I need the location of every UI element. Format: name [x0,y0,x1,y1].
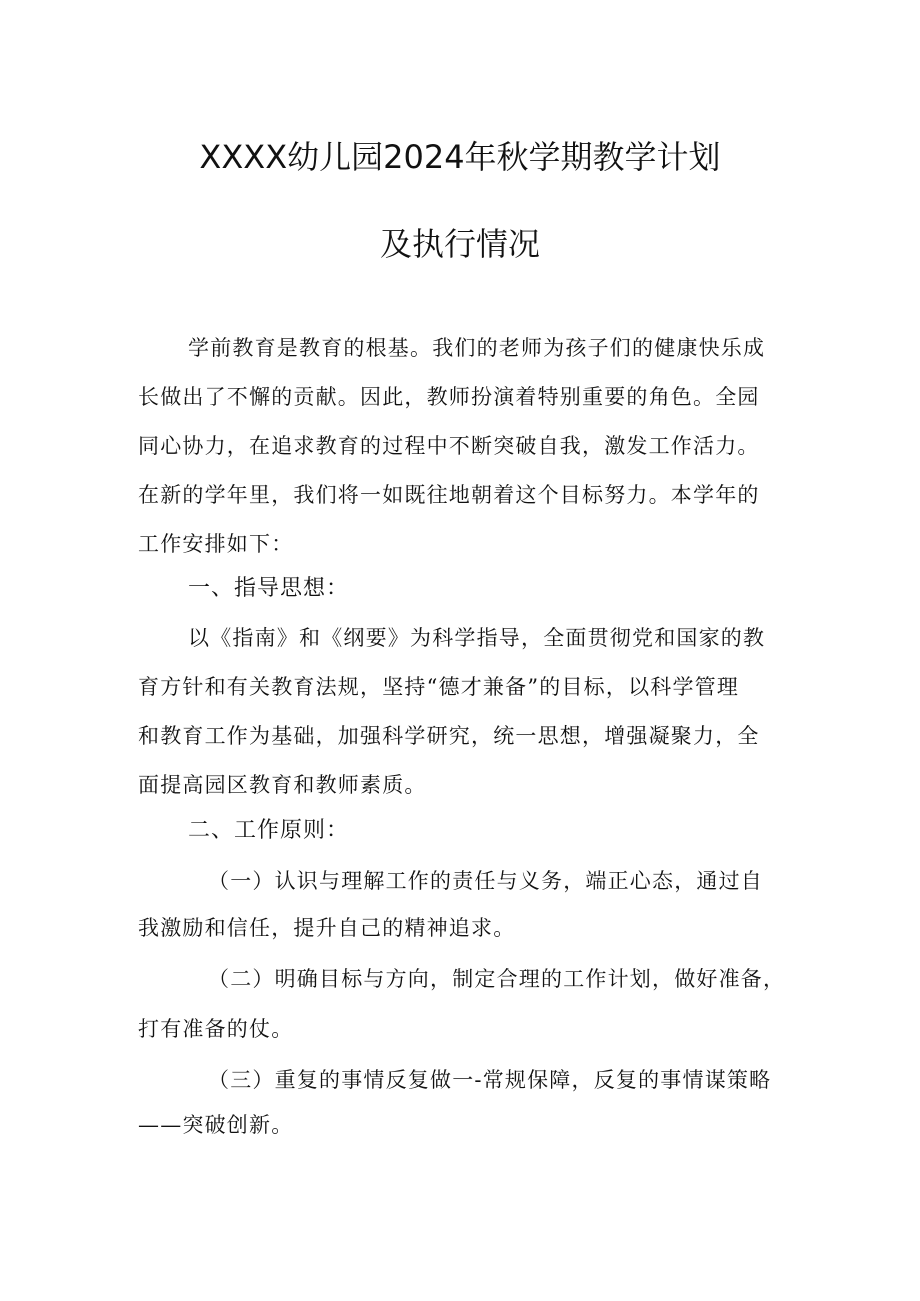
principle-item-line: 打有准备的仗。 [138,1017,294,1041]
section1-line: 育方针和有关教育法规，坚持“德才兼备”的目标，以科学管理 [138,675,740,699]
section1-line: 面提高园区教育和教师素质。 [138,773,427,797]
section-heading-work-principles: 二、工作原则： [188,818,350,843]
intro-line: 学前教育是教育的根基。我们的老师为孩子们的健康快乐成 [188,336,766,360]
principle-item-line: （一）认识与理解工作的责任与义务，端正心态，通过自 [208,869,763,893]
section1-line: 以《指南》和《纲要》为科学指导，全面贯彻党和国家的教 [188,626,766,650]
intro-line: 同心协力，在追求教育的过程中不断突破自我，激发工作活力。 [138,434,760,458]
intro-line: 长做出了不懈的贡献。因此，教师扮演着特别重要的角色。全园 [138,385,760,409]
principle-item-line: 我激励和信任，提升自己的精神追求。 [138,916,516,940]
document-title-line-1: XXXX幼儿园2024年秋学期教学计划 [199,138,721,176]
principle-item-line: （三）重复的事情反复做一-常规保障，反复的事情谋策略 [208,1068,772,1092]
document-title-line-2: 及执行情况 [379,225,540,263]
principle-item-line: ——突破创新。 [138,1113,294,1137]
principle-item-line: （二）明确目标与方向，制定合理的工作计划，做好准备， [208,967,786,991]
intro-line: 工作安排如下： [138,532,294,556]
intro-line: 在新的学年里，我们将一如既往地朝着这个目标努力。本学年的 [138,483,760,507]
section1-line: 和教育工作为基础，加强科学研究，统一思想，增强凝聚力，全 [138,724,760,748]
section-heading-guiding-ideology: 一、指导思想： [188,576,350,601]
